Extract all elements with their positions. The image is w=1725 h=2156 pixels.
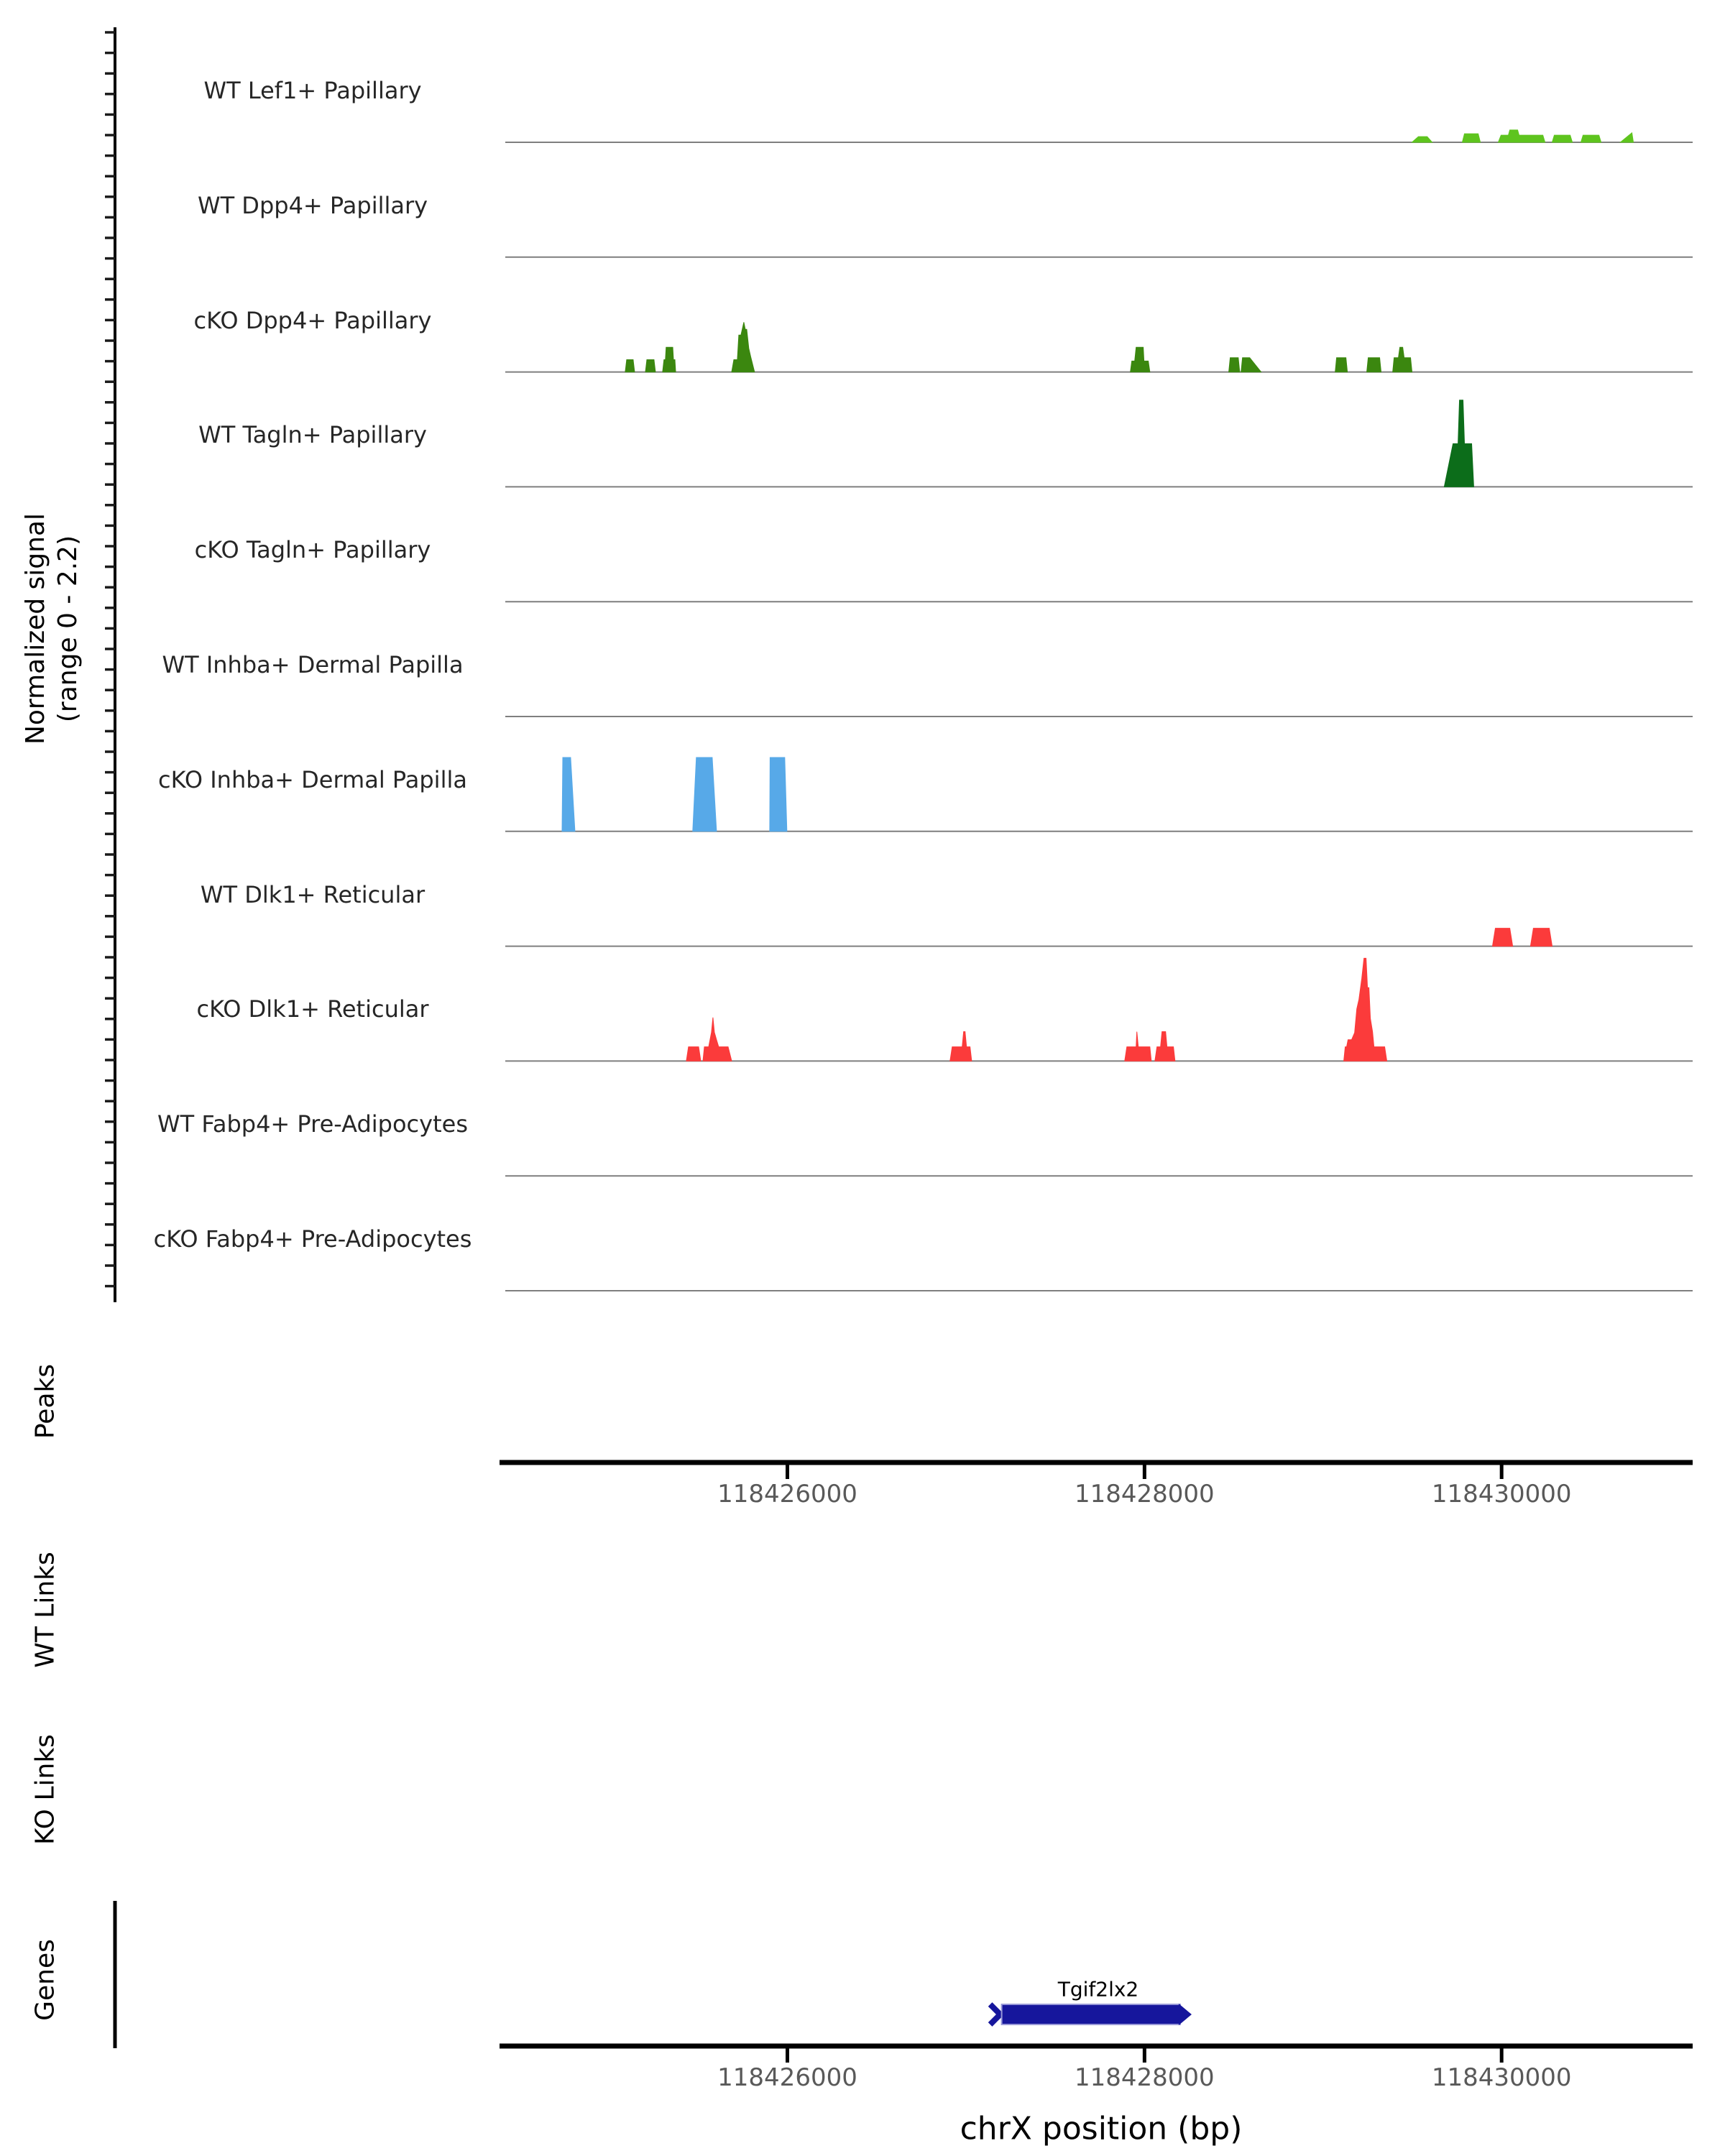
track-label: WT Inhba+ Dermal Papilla [162, 651, 464, 678]
signal-axis-label-line1: Normalized signal [21, 512, 50, 745]
gene-name-label: Tgif2lx2 [1057, 1977, 1139, 2001]
signal-peak [1552, 135, 1573, 142]
genomic-axis-tick-label: 118430000 [1431, 2063, 1572, 2092]
signal-peak [950, 1032, 972, 1061]
gene-strand-chevron [990, 2004, 1000, 2024]
signal-peak [1229, 358, 1240, 372]
signal-peak [693, 757, 717, 831]
signal-peak [1367, 358, 1381, 372]
signal-peak [1444, 400, 1473, 487]
track-label: WT Tagln+ Papillary [198, 421, 427, 449]
signal-peak [645, 360, 656, 372]
section-label-genes: Genes [30, 1939, 60, 2021]
signal-peak [1335, 358, 1348, 372]
track-label: WT Fabp4+ Pre-Adipocytes [157, 1110, 468, 1138]
signal-peak [686, 1047, 701, 1061]
gene-arrowhead [1179, 2004, 1192, 2025]
section-label-ko-links: KO Links [30, 1734, 60, 1845]
signal-peak [1131, 347, 1150, 372]
genomic-axis-tick-label: 118428000 [1075, 2063, 1215, 2092]
track-label: cKO Inhba+ Dermal Papilla [158, 765, 467, 793]
signal-peak [1155, 1032, 1175, 1061]
track-label: WT Dpp4+ Papillary [197, 191, 428, 219]
signal-peak [562, 757, 575, 831]
track-label: cKO Dlk1+ Reticular [196, 995, 429, 1023]
signal-peak [1241, 358, 1261, 372]
track-label: cKO Dpp4+ Papillary [193, 306, 432, 334]
signal-peak [1463, 134, 1481, 142]
section-label-peaks: Peaks [30, 1363, 60, 1439]
signal-axis-label [19, 513, 84, 745]
track-label: WT Dlk1+ Reticular [200, 880, 426, 908]
signal-peak [625, 360, 635, 372]
gene-body [1002, 2004, 1180, 2024]
signal-axis-label-line2: (range 0 - 2.2) [53, 535, 83, 723]
signal-peak [1620, 133, 1633, 142]
signal-peak [1344, 958, 1387, 1061]
signal-peak [1581, 135, 1601, 142]
signal-peak [1412, 137, 1432, 142]
signal-peak [703, 1018, 732, 1061]
track-label: WT Lef1+ Papillary [203, 77, 422, 104]
signal-peak [1530, 929, 1552, 946]
track-label: cKO Tagln+ Papillary [194, 536, 431, 564]
signal-peak [1393, 347, 1412, 372]
signal-peak [732, 322, 755, 372]
signal-peak [770, 757, 787, 831]
signal-peak [663, 347, 676, 372]
genomic-axis-tick-label: 118428000 [1075, 1480, 1215, 1508]
genomic-axis-tick-label: 118426000 [717, 2063, 857, 2092]
signal-peak [1125, 1032, 1151, 1061]
signal-peak [1493, 929, 1513, 946]
genomic-axis-tick-label: 118426000 [717, 1480, 857, 1508]
section-label-wt-links: WT Links [30, 1552, 60, 1668]
track-label: cKO Fabp4+ Pre-Adipocytes [153, 1225, 472, 1253]
x-axis-title: chrX position (bp) [960, 2110, 1243, 2147]
signal-peak [1499, 130, 1545, 142]
genomic-axis-tick-label: 118430000 [1431, 1480, 1572, 1508]
